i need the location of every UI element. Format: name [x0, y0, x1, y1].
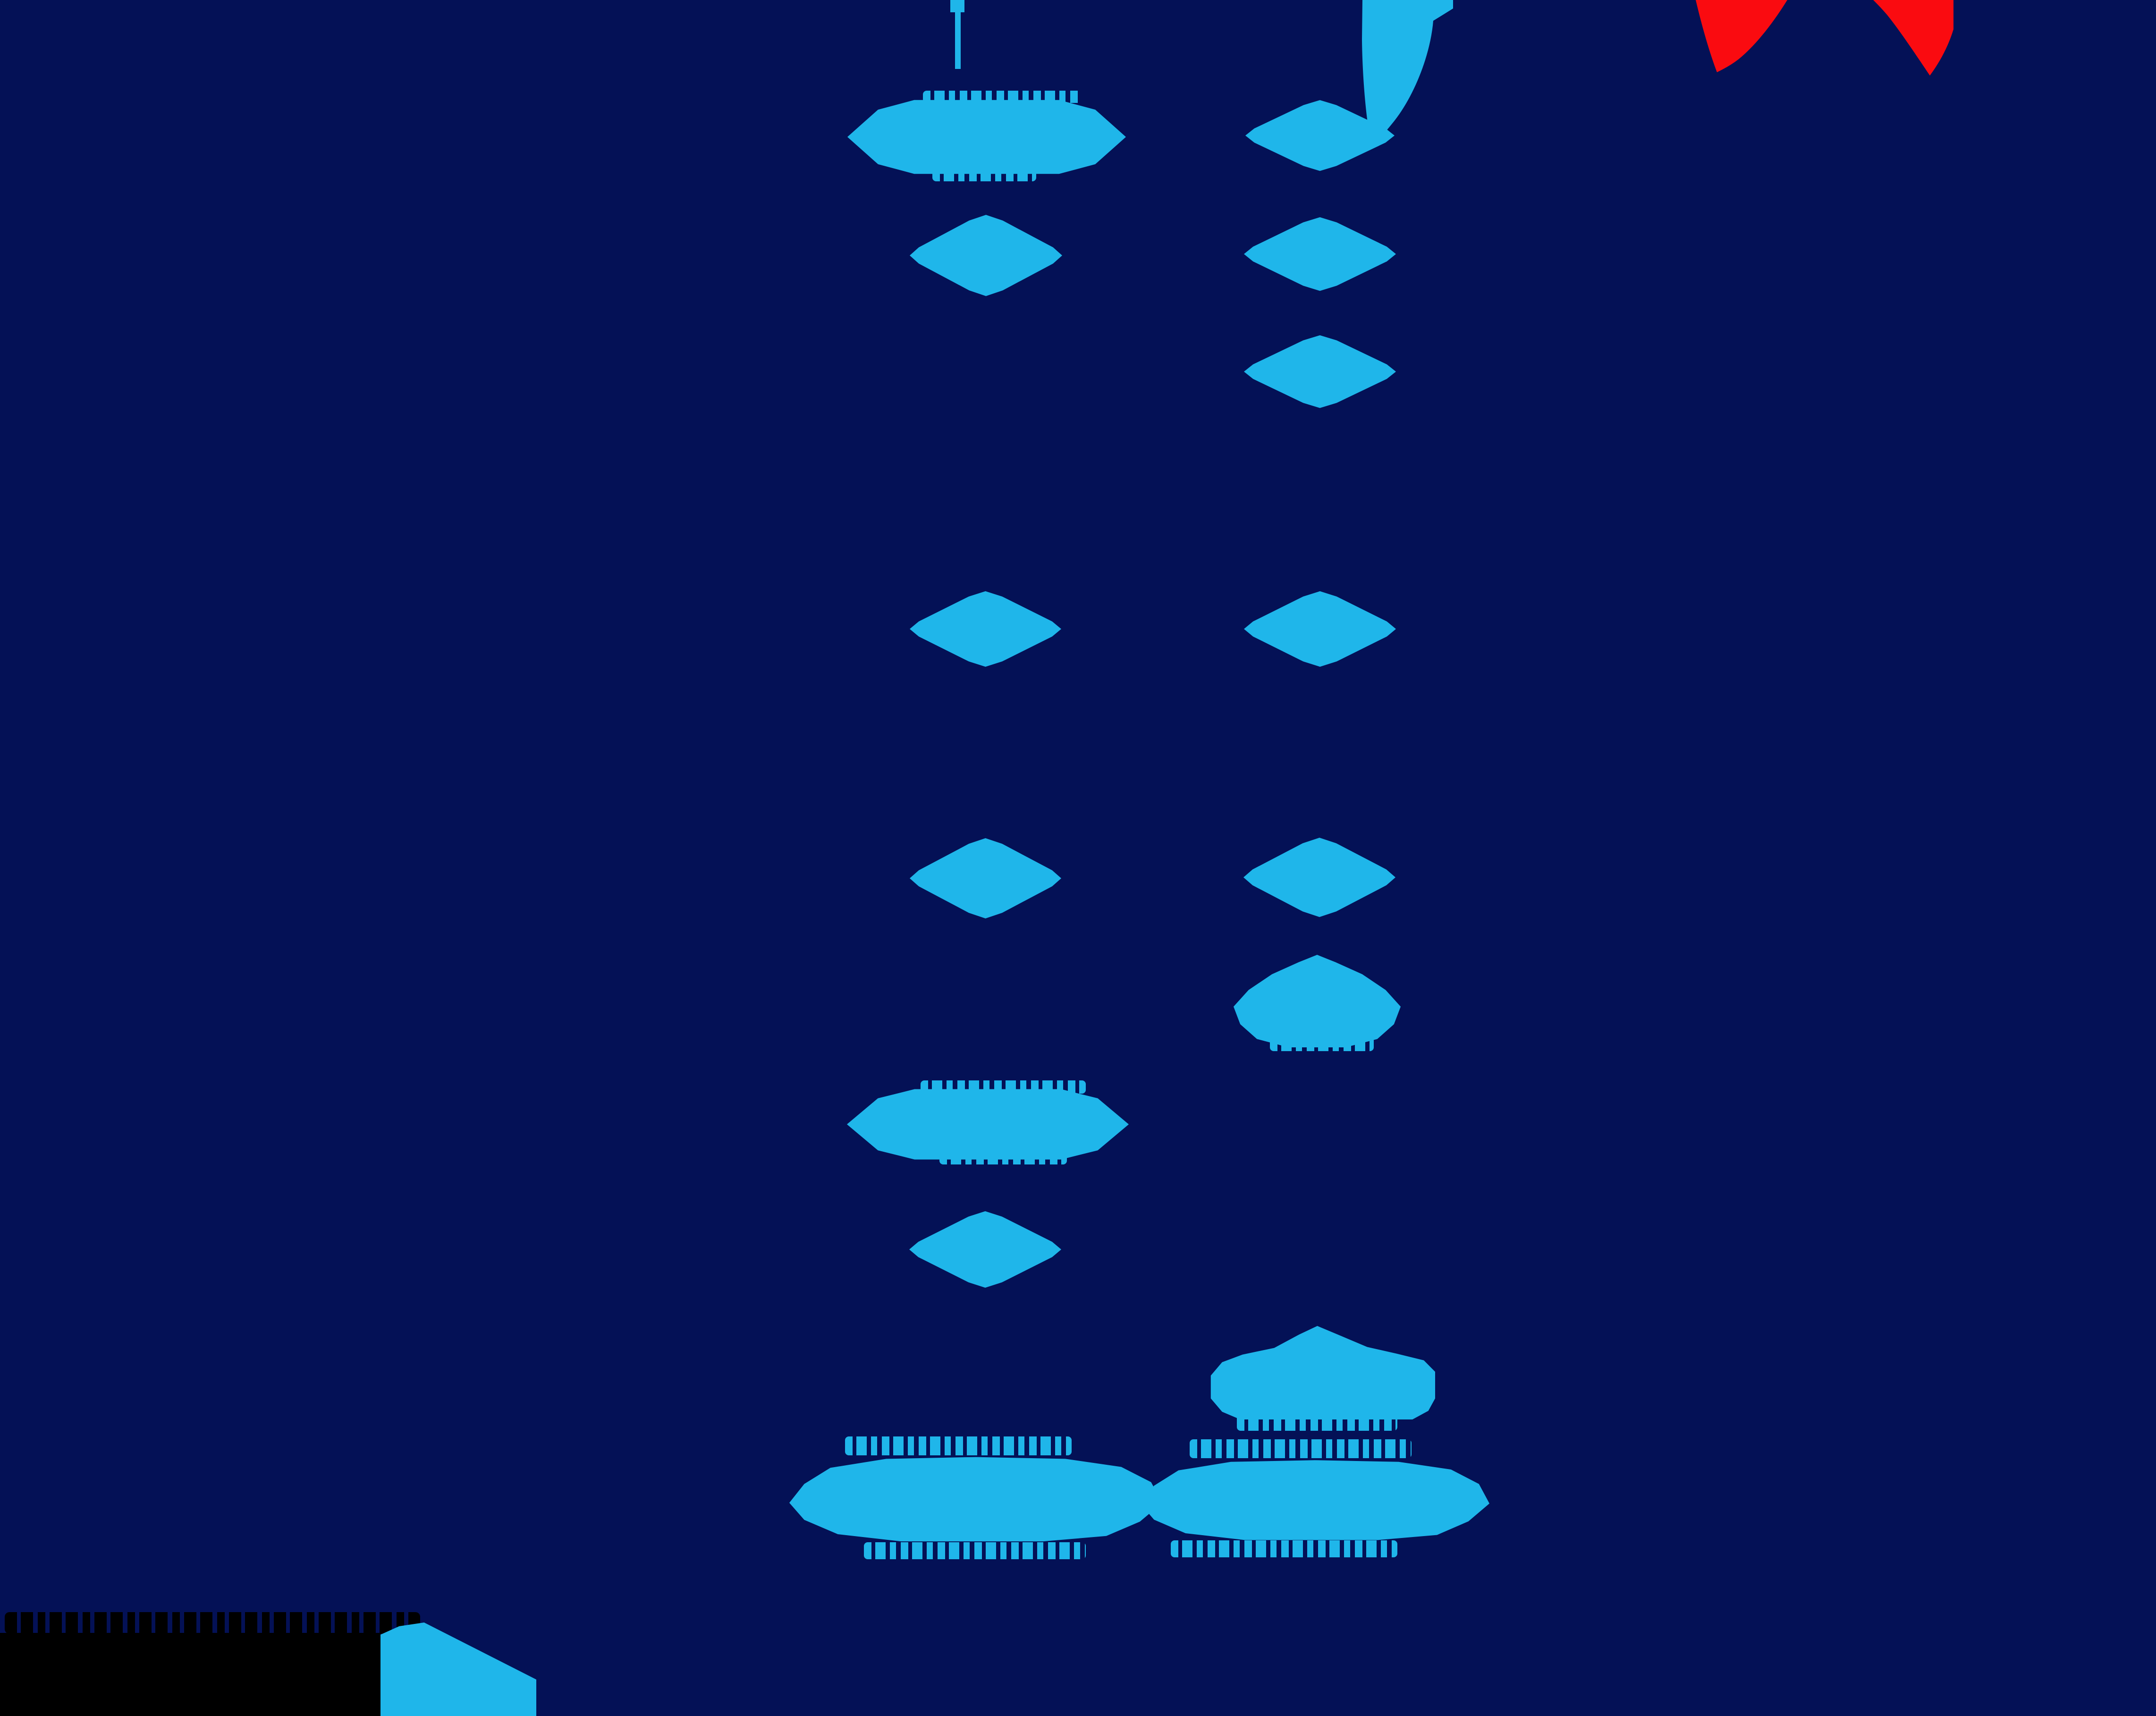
footer-caption-line: [5, 1612, 420, 1634]
terminal-node-right: [1140, 1457, 1489, 1542]
hexagon-mid-text-fringe-upper: [921, 1080, 1086, 1094]
text-line-below-terminal-left: [864, 1542, 1086, 1559]
connector-arrow-line: [955, 0, 961, 69]
text-line-above-terminal-right: [1190, 1439, 1412, 1458]
footer-black-panel: [0, 1633, 380, 1716]
blob-row5-text-fringe: [1270, 1037, 1374, 1051]
text-line-above-terminal-left: [845, 1436, 1072, 1455]
hexagon-top-text-fringe-lower: [932, 169, 1036, 181]
text-line-below-blob-row8: [1237, 1415, 1397, 1431]
hexagon-mid-text-fringe-lower: [939, 1150, 1067, 1164]
terminal-node-left: [789, 1453, 1162, 1543]
hexagon-top-text-fringe-upper: [923, 91, 1081, 103]
star-point-left-icon: [1696, 0, 1787, 72]
star-point-right-icon: [1873, 0, 1953, 76]
text-line-below-terminal-right: [1171, 1540, 1397, 1557]
decision-hexagon-top: [847, 97, 1126, 177]
